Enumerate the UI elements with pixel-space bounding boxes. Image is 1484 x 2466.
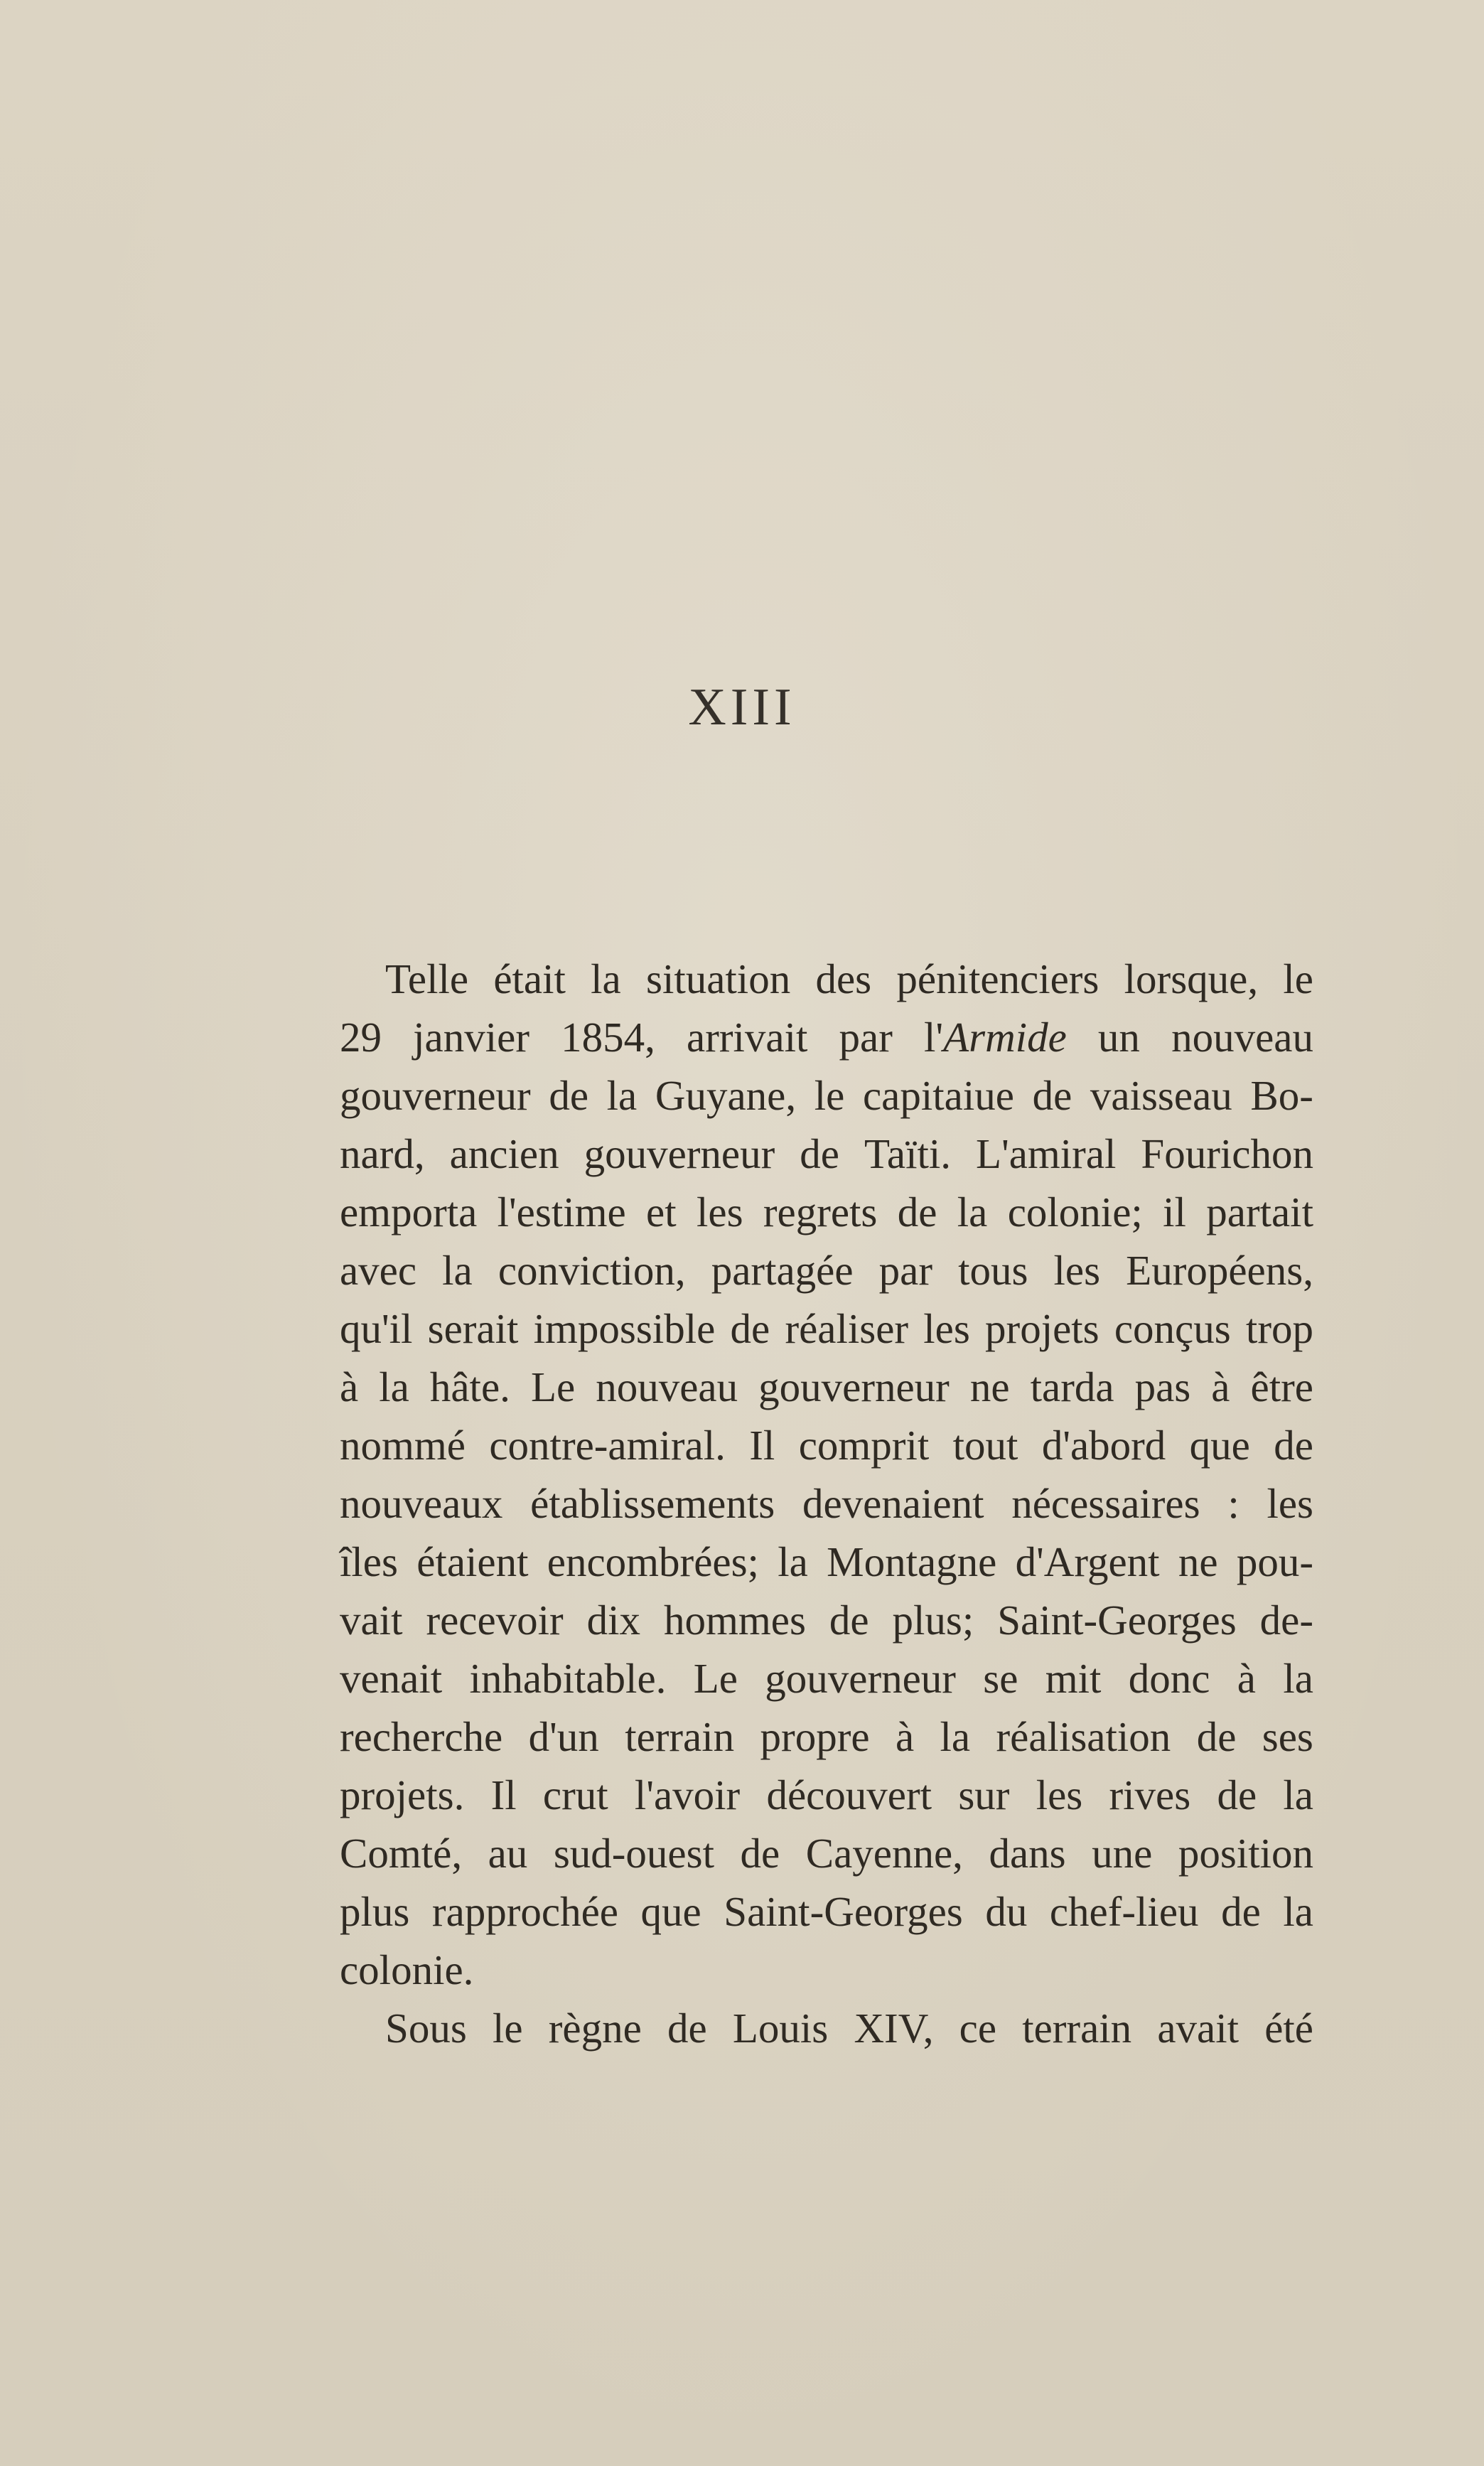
- word: Le: [693, 1655, 738, 1702]
- word: de: [1196, 1713, 1237, 1760]
- word: pou-: [1236, 1538, 1313, 1585]
- word: l'avoir: [634, 1771, 741, 1818]
- word: trop: [1245, 1305, 1313, 1352]
- word: Il: [490, 1771, 517, 1818]
- word: par: [839, 1014, 893, 1061]
- word: et: [646, 1189, 677, 1235]
- word: dans: [989, 1830, 1066, 1877]
- text-line: [340, 1533, 1313, 1591]
- word: recherche: [340, 1713, 503, 1760]
- word: projets.: [340, 1771, 465, 1818]
- word: Le: [530, 1363, 576, 1410]
- word: hommes: [664, 1597, 806, 1644]
- text-line: [340, 1941, 1313, 1999]
- word: nommé: [340, 1422, 466, 1469]
- body-text: [340, 950, 1313, 2057]
- word: Il: [749, 1422, 775, 1469]
- word: conviction,: [498, 1247, 686, 1294]
- word: de: [800, 1130, 839, 1177]
- text-line: [340, 1183, 1313, 1241]
- word: Cayenne,: [805, 1830, 963, 1877]
- word: Telle: [385, 955, 469, 1002]
- word: le: [492, 2005, 523, 2052]
- word: :: [1227, 1480, 1240, 1527]
- text-line: [340, 1999, 1313, 2057]
- word: la: [1283, 1888, 1313, 1935]
- word: la: [379, 1363, 409, 1410]
- word: Fourichon: [1141, 1130, 1313, 1177]
- word: de-: [1259, 1597, 1313, 1644]
- word: de: [1217, 1771, 1257, 1818]
- word: Montagne: [827, 1538, 997, 1585]
- word: ses: [1262, 1713, 1313, 1760]
- word: îles: [340, 1538, 398, 1585]
- word: les: [1267, 1480, 1313, 1527]
- word: l'Armide: [924, 1014, 1067, 1061]
- word: regrets: [763, 1189, 878, 1235]
- word: à: [1211, 1363, 1230, 1410]
- word: les: [696, 1189, 743, 1235]
- word: avec: [340, 1247, 417, 1294]
- word: un: [1097, 1014, 1140, 1061]
- word: avait: [1157, 2005, 1240, 2052]
- word: plus;: [892, 1597, 974, 1644]
- text-line: [340, 1591, 1313, 1649]
- word: donc: [1128, 1655, 1210, 1702]
- word: découvert: [766, 1771, 932, 1818]
- word: ne: [1178, 1538, 1218, 1585]
- word: à: [895, 1713, 915, 1760]
- word: nouveau: [1171, 1014, 1313, 1061]
- word: Taïti.: [864, 1130, 952, 1177]
- word: Comté,: [340, 1830, 463, 1877]
- word: réalisation: [996, 1713, 1171, 1760]
- word: conçus: [1114, 1305, 1231, 1352]
- word: il: [1163, 1189, 1186, 1235]
- word: capitaiue: [862, 1072, 1014, 1119]
- word: de: [549, 1072, 588, 1119]
- word: position: [1178, 1830, 1313, 1877]
- word: ancien: [449, 1130, 559, 1177]
- word: à: [340, 1363, 359, 1410]
- chapter-heading: XIII: [688, 678, 796, 736]
- word: pas: [1134, 1363, 1191, 1410]
- text-line: [340, 1649, 1313, 1708]
- word: Saint-Georges: [724, 1888, 963, 1935]
- word: tout: [952, 1422, 1018, 1469]
- text-line: [340, 1125, 1313, 1183]
- word: une: [1092, 1830, 1153, 1877]
- ship-name: Armide: [943, 1014, 1067, 1061]
- word: été: [1264, 2005, 1313, 2052]
- word: partait: [1206, 1189, 1313, 1235]
- word: gouverneur: [765, 1655, 956, 1702]
- text-line: [340, 1241, 1313, 1299]
- word: hâte.: [429, 1363, 510, 1410]
- word: 1854,: [561, 1014, 655, 1061]
- word: la: [591, 955, 621, 1002]
- word: L'amiral: [976, 1130, 1117, 1177]
- word: nouveau: [596, 1363, 738, 1410]
- word: nard,: [340, 1130, 425, 1177]
- text-line: [340, 1824, 1313, 1882]
- text-line: [340, 1766, 1313, 1824]
- word: encombrées;: [547, 1538, 759, 1585]
- text-line: [340, 1299, 1313, 1358]
- word: d'un: [528, 1713, 599, 1760]
- word: inhabitable.: [469, 1655, 667, 1702]
- word: des: [815, 955, 872, 1002]
- word: recevoir: [426, 1597, 564, 1644]
- word: Bo-: [1250, 1072, 1313, 1119]
- text-line: [340, 1882, 1313, 1941]
- word: de: [667, 2005, 707, 2052]
- word: de: [1032, 1072, 1072, 1119]
- word: vait: [340, 1597, 403, 1644]
- word: de: [730, 1305, 770, 1352]
- word: 29: [340, 1014, 382, 1061]
- text-line: [340, 950, 1313, 1008]
- word: serait: [427, 1305, 519, 1352]
- word: tous: [958, 1247, 1028, 1294]
- word: nécessaires: [1011, 1480, 1200, 1527]
- word: contre-amiral.: [489, 1422, 726, 1469]
- word: à: [1237, 1655, 1256, 1702]
- word: ce: [959, 2005, 997, 2052]
- word: comprit: [798, 1422, 930, 1469]
- word: janvier: [413, 1014, 529, 1061]
- word: gouverneur: [340, 1072, 531, 1119]
- word: la: [778, 1538, 808, 1585]
- word: établissements: [530, 1480, 775, 1527]
- word: plus: [340, 1888, 410, 1935]
- word: rives: [1109, 1771, 1191, 1818]
- word: était: [493, 955, 566, 1002]
- word: étaient: [416, 1538, 529, 1585]
- word: situation: [645, 955, 791, 1002]
- word: devenaient: [802, 1480, 984, 1527]
- word: colonie.: [340, 1946, 474, 1993]
- word: projets: [985, 1305, 1099, 1352]
- word: sud-ouest: [553, 1830, 714, 1877]
- word: terrain: [1022, 2005, 1132, 2052]
- word: Louis: [732, 2005, 829, 2052]
- word: de: [829, 1597, 869, 1644]
- word: le: [814, 1072, 845, 1119]
- word: arrivait: [687, 1014, 808, 1061]
- word: la: [940, 1713, 971, 1760]
- word: lorsque,: [1124, 955, 1259, 1002]
- word: dix: [586, 1597, 641, 1644]
- word: la: [957, 1189, 988, 1235]
- word: pénitenciers: [896, 955, 1099, 1002]
- word: ne: [969, 1363, 1010, 1410]
- word: partagée: [711, 1247, 854, 1294]
- word: que: [1189, 1422, 1250, 1469]
- word: par: [878, 1247, 932, 1294]
- word: du: [985, 1888, 1028, 1935]
- word: nouveaux: [340, 1480, 503, 1527]
- text-line: [340, 1358, 1313, 1416]
- word: règne: [548, 2005, 642, 2052]
- word: venait: [340, 1655, 443, 1702]
- word: Européens,: [1126, 1247, 1313, 1294]
- text-line: [340, 1416, 1313, 1474]
- word: être: [1250, 1363, 1313, 1410]
- word: de: [1221, 1888, 1261, 1935]
- word: réaliser: [785, 1305, 909, 1352]
- word: rapprochée: [431, 1888, 618, 1935]
- word: la: [442, 1247, 473, 1294]
- word: gouverneur: [758, 1363, 950, 1410]
- word: de: [1274, 1422, 1313, 1469]
- word: les: [1053, 1247, 1101, 1294]
- word: l'estime: [497, 1189, 626, 1235]
- word: tarda: [1030, 1363, 1114, 1410]
- word: gouverneur: [584, 1130, 775, 1177]
- word: de: [897, 1189, 937, 1235]
- word: XIV,: [854, 2005, 934, 2052]
- word: d'abord: [1041, 1422, 1166, 1469]
- word: Guyane,: [655, 1072, 797, 1119]
- word: emporta: [340, 1189, 478, 1235]
- word: les: [1036, 1771, 1083, 1818]
- word: colonie;: [1007, 1189, 1143, 1235]
- word: propre: [760, 1713, 870, 1760]
- word: d'Argent: [1015, 1538, 1160, 1585]
- word: Sous: [385, 2005, 467, 2052]
- word: impossible: [533, 1305, 716, 1352]
- word: la: [1283, 1655, 1313, 1702]
- word: Saint-Georges: [997, 1597, 1237, 1644]
- word: que: [640, 1888, 701, 1935]
- word: les: [923, 1305, 970, 1352]
- word: la: [606, 1072, 638, 1119]
- word: terrain: [625, 1713, 735, 1760]
- word: crut: [542, 1771, 608, 1818]
- word: la: [1283, 1771, 1313, 1818]
- text-line: [340, 1066, 1313, 1125]
- text-line: [340, 1474, 1313, 1533]
- text-line: [340, 1008, 1313, 1066]
- word: vaisseau: [1090, 1072, 1232, 1119]
- word: sur: [958, 1771, 1010, 1818]
- word: de: [740, 1830, 780, 1877]
- word: qu'il: [340, 1305, 413, 1352]
- word: chef-lieu: [1049, 1888, 1199, 1935]
- word: au: [488, 1830, 528, 1877]
- word: mit: [1045, 1655, 1102, 1702]
- word: se: [983, 1655, 1018, 1702]
- text-line: [340, 1708, 1313, 1766]
- word: le: [1283, 955, 1313, 1002]
